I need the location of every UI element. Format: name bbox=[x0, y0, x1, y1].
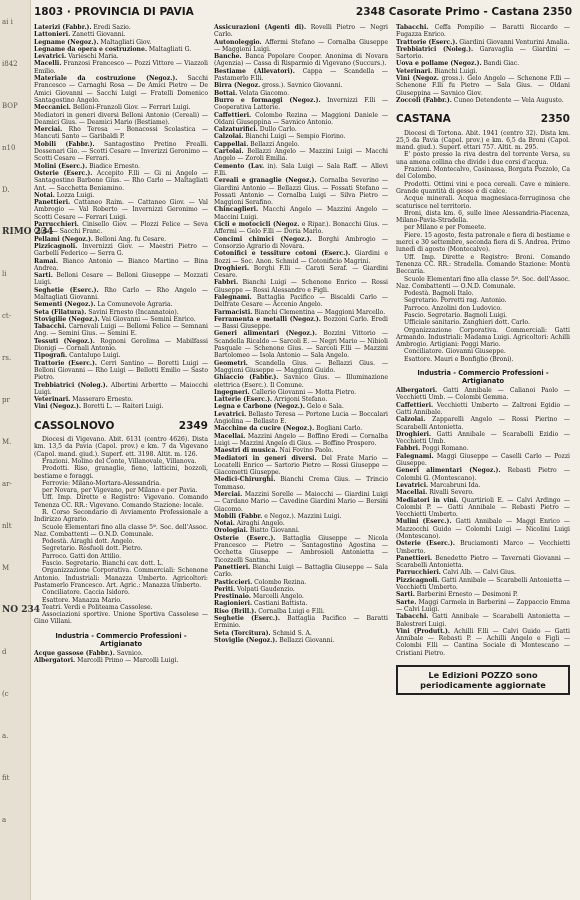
description-paragraph: per Milano e per Pomeete. bbox=[404, 224, 487, 232]
directory-entry: Vini (Negoz.). Boretti L. — Raiteri Luigi. bbox=[34, 403, 164, 411]
description-paragraph: Prodotti. Ottimi vini e poca cereali. Cave e miniere. Grande quantità di gesso e di calce. bbox=[396, 180, 570, 195]
directory-entry: Calzaturifici. Dullo Carlo. bbox=[214, 126, 297, 134]
description-paragraph: Frazioni. Molino del Conte, Villanovale, Villanova. bbox=[42, 457, 197, 465]
directory-entry: Vini (Produtt.). Achilli F.lli — Calvi Guido — Gatti Annibale — Rebasti P. — Achilli Angelo e Figli — Colombi F.lli — Cantina Sociale di Montescano — Cristiani Pietro. bbox=[396, 627, 570, 657]
spine-fragment: d bbox=[2, 648, 7, 656]
directory-entry: Bestiame (Allevatori). Cappa — Scandella — Pastamerlo F.lli. bbox=[214, 67, 388, 83]
spine-fragment: n10 bbox=[2, 144, 16, 152]
directory-entry: Panettieri. Cattaneo Raim. — Cattaneo Giov. — Val Ambrogio — Val Roberto — Invernizzi Geronimo — Scotti Cesare — Ferrari Luigi. bbox=[34, 199, 208, 221]
directory-entry: Levatrici. Varieschi Maria. bbox=[34, 53, 119, 61]
directory-entry: Merciai. Mazzini Sorelle — Maiocchi — Giardini Luigi — Cardano Mario — Cavedine Giardini Mario — Bersini Giacomo. bbox=[214, 491, 388, 513]
description-paragraph: Uff. Imp. Dirette e Registro: Vigevano. Comando Tenenza CC. RR.: Vigevano. Comando Stazione: locale. bbox=[34, 494, 208, 509]
directory-entry: Veterinari. Bianchi Luigi. bbox=[396, 67, 478, 75]
directory-entry: Zoccoli (Fabbr.). Cuneo Detendente — Vela Augusto. bbox=[396, 96, 564, 104]
directory-entry: Panettieri. Benedetto Pietro — Tavernati Giovanni — Scarabelli Antonietta. bbox=[396, 554, 570, 570]
directory-entry: Droghieri. Borghi F.lli — Carati Seraf. — Giardini Cesare. bbox=[214, 264, 388, 280]
directory-entry: Macellai. Mazzini Angelo — Boffino Eredi — Cornalba Luigi — Mazzini Angelo di Gius. — Boffino Prospero. bbox=[214, 432, 388, 447]
spine-fragment: ai i bbox=[2, 18, 13, 26]
directory-entry: Pizzicagnoli. Gatti Annibale — Scarabelli Antonietta — Vecchietti Umberto. bbox=[396, 576, 570, 592]
description-paragraph: Podestà. Bagnoli Italo. bbox=[404, 290, 474, 298]
directory-entry: Pellami (Negoz.). Belloni Ang. fu Cesare. bbox=[34, 235, 167, 243]
directory-entry: Cotonifici e tessiture cotoni (Eserc.). Giardini e Bozzi — Soc. Anon. Schmid — Cotonificio Magrini. bbox=[214, 250, 388, 265]
directory-entry: Macelli. Franzosi Francesco — Pozzi Vittore — Viazzoli Emilio. bbox=[34, 60, 208, 75]
directory-entry: Trebbiatrici (Noleg.). Garavaglia — Giardini — Sartorio. bbox=[396, 45, 570, 61]
directory-entry: Banche. Banca Popolare Cooper. Anonima di Novara (Agenzia) — Cassa di Risparmio di Vigevano (Succurs.). bbox=[214, 53, 388, 68]
directory-entry: Prestinaio. Marcelli Angelo. bbox=[214, 593, 304, 601]
directory-entry: Ingegneri. Callerio Giovanni — Motta Pietro. bbox=[214, 388, 357, 396]
directory-entry: Stoviglie (Negoz.). Bellazzi Giovanni. bbox=[214, 636, 335, 644]
directory-entry: Osterie (Eserc.). Accepito F.lli — Gi ni Angelo — Santagostino Barbone Gius. — Rho Carlo — Maltagliati Ant. — Sacchetta Beniamino. bbox=[34, 169, 208, 192]
spine-fragment: li bbox=[2, 270, 7, 278]
directory-entry: Albergatori. Marcolli Primo — Marcolli Luigi. bbox=[34, 657, 179, 665]
description-paragraph: Fascio. Segretario. Bagnoli Luigi. bbox=[404, 311, 508, 319]
directory-entry: Osterie (Eserc.). Bruciamonti Marco — Vecchietti Umberto. bbox=[396, 540, 571, 555]
directory-entry: Acque gassose (Fabbr.). Savnico. bbox=[34, 649, 143, 657]
directory-entry: Ramai. Bianco Antonio — Bianco Martino — Bina Andrea. bbox=[34, 257, 208, 272]
directory-entry: Sarte. Maggi Carmela in Barberini — Zappaccio Emma — Calvi Luigi. bbox=[396, 598, 570, 613]
description-paragraph: E' posto presso la riva destra del torrente Versa, su una amena collina che divide i due corsi d'acqua. bbox=[396, 151, 570, 166]
directory-entry: Caffettieri. Colombo Rezina — Maggioni Daniele — Oldani Giuseppina — Savnico Antonio. bbox=[214, 111, 388, 126]
directory-entry: Materiale da costruzione (Negoz.). Sacchi Francesco — Carnaghi Rosa — De Amici Pietro — De Amici Giovanni — Sacchi Luigi — Fratelli Domenico Santagostino Angelo. bbox=[34, 75, 208, 104]
directory-entry: Orologiai. Biatto Giovanni. bbox=[214, 527, 300, 535]
directory-entry: Macellai. Rivalli Severo. bbox=[396, 489, 474, 497]
directory-entry: Trebbiatrici (Noleg.). Albertini Arbertto — Maiocchi Luigi. bbox=[34, 381, 208, 396]
directory-entry: Cemento (Lav. in). Sala Luigi — Sala Raff. — Allevi F.lli. bbox=[214, 162, 388, 177]
directory-entry: Cicli e motocicli (Negoz. e Ripar.). Bonacchi Gius. — Affermi — Gelo F.lli — Doria Mario. bbox=[214, 221, 388, 236]
section-title: Industria - Commercio Professioni - Artigianato bbox=[55, 631, 187, 648]
directory-entry: Levatrici. Marcabruni Ida. bbox=[396, 481, 481, 489]
directory-entry: Tabacchi. Carnevali Luigi — Bellomi Felice — Semnani Ang. — Semini Gius. — Semini E. bbox=[34, 323, 208, 338]
spine-fragment: fit bbox=[2, 774, 10, 782]
spine-fragment: pr bbox=[2, 396, 10, 404]
spine-fragment: rs. bbox=[2, 354, 12, 362]
description-paragraph: Diocesi di Tortona. Abit. 1941 (centro 32). Dista km. 25,5 da Pavia (Capol. prov.) e km. 6,5 da Broni (Capol. mand. giud.). Superf. ettari 757. Altit. m. 295. bbox=[396, 129, 570, 152]
directory-entry: Fabbri. Poggi Romano. bbox=[396, 445, 469, 453]
directory-entry: Albergatori. Gatti Annibale — Calianoi Paolo — Vecchietti Umb. — Colombi Gemma. bbox=[396, 387, 570, 402]
description-paragraph: Broni, dista km. 6, sulle linee Alessandria-Piacenza, Milano-Pavia-Stradella. bbox=[396, 209, 570, 225]
description-paragraph: Ufficiale sanitario. Zanghieri dott. Carlo. bbox=[404, 319, 530, 327]
directory-entry: Laterizi (Fabbr.). Eredi Sazio. bbox=[34, 24, 131, 31]
directory-entry: Tabacchi. Gatti Annibale — Scarabelli Antonietta — Balestreri Luigi. bbox=[396, 613, 570, 628]
directory-entry: Cappellai. Bellazzi Angelo. bbox=[214, 140, 300, 148]
spine-fragment: RIMO 234 bbox=[2, 227, 54, 237]
directory-entry: Mediatori in generi diversi. Del Frate Mario — Locatelli Enrico — Sartorio Pietro — Rossi Giuseppe — Giacometti Giuseppe. bbox=[214, 454, 388, 477]
entry-list bbox=[396, 387, 570, 657]
directory-entry: Mobili (Fabbr. e Negoz.). Mazzini Luigi. bbox=[214, 512, 342, 520]
directory-entry: Geometri. Scandella Gius. — Bellazzi Gius. — Maggioni Giuseppe — Maggioni Guido. bbox=[214, 359, 388, 374]
directory-entry: Burro e formaggi (Negoz.). Invernizzi F.lli — Cooperativa Latterie. bbox=[214, 96, 388, 112]
directory-entry: Meccanici. Belloni-Franzoli Giov. — Ferrari Luigi. bbox=[34, 104, 191, 112]
description-paragraph: Conciliatore. Caccia Isidoro. bbox=[42, 589, 130, 597]
city-heading bbox=[396, 113, 570, 126]
directory-entry: Molini (Eserc.). Biadice Ernesto. bbox=[34, 162, 140, 170]
directory-entry: Generi alimentari (Negoz.). Rebasti Pietro — Colombi G. (Montescano). bbox=[396, 467, 570, 482]
description-paragraph: Segretario. Rosfuoli dott. Pietro. bbox=[42, 545, 143, 553]
directory-entry: Ghiaccio (Fabbr.). Savnico Gius. — Illuminazione elettrica (Eserc.). Il Comune. bbox=[214, 374, 388, 389]
directory-entry: Notai. Airaghi Angelo. bbox=[214, 520, 285, 528]
header-right: 2348 Casorate Primo - Castana 2350 bbox=[355, 6, 572, 18]
spine-fragment: ar- bbox=[2, 480, 12, 488]
description-paragraph: Conciliatore. Giovanni Giuseppe. bbox=[404, 348, 506, 356]
directory-entry: Sarti. Belloni Cesare — Belloni Giuseppe — Mozzati Luigi. bbox=[34, 272, 208, 287]
city-name: CASTANA bbox=[396, 113, 451, 126]
directory-entry: Notai. Lozza Luigi. bbox=[34, 191, 95, 199]
description-paragraph: Esattore. Mauri e Bonfiglio (Broni). bbox=[404, 355, 514, 363]
directory-entry: Trattorie (Eserc.). Giardini Giovanni Venturini Amalia. bbox=[396, 38, 570, 46]
spine-fragment: NO 234 bbox=[2, 605, 40, 615]
directory-entry: Caffettieri. Vecchietti Umberto — Zaltroni Egidio — Gatti Annibale. bbox=[396, 401, 570, 416]
directory-entry: Ferramenta e metalli (Negoz.). Bozzoni Carlo. Eredi — Bassi Giuseppe. bbox=[214, 315, 388, 331]
directory-entry: Uova e pollame (Negoz.). Bandi Giac. bbox=[396, 60, 520, 68]
column-2 bbox=[214, 24, 388, 644]
directory-entry: Cereali e granaglie (Negoz.). Cornalba Severino — Giardini Antonio — Bellazzi Gius. — Fossati Stefano — Fossati Antonio — Cornalba Luigi — Silva Pietro — Maggioni Serafino. bbox=[214, 177, 388, 207]
directory-entry: Mulini (Eserc.). Gatti Annibale — Maggi Enrico — Mazzocchi Guido — Colombi Luigi — Nicolini Luigi (Montescano). bbox=[396, 518, 570, 540]
directory-entry: Droghieri. Gatti Annibale — Scarabelli Ezidio — Vecchietti Umb. bbox=[396, 430, 570, 446]
adjacent-page-edge bbox=[0, 0, 54, 900]
directory-entry: Seta (Filatura). Savini Ernesto (Incannatoio). bbox=[34, 308, 179, 316]
description-paragraph: Organizzazione Corporativa. Commerciali: Gatti Armando. Industriali: Madama Luigi. Agricoltori: Achilli Ambrogio. Artigiani: Poggi Mario. bbox=[396, 326, 570, 349]
description-paragraph: Associazioni sportive. Unione Sportiva Cassolese — Gino Villani. bbox=[34, 611, 208, 626]
directory-entry: Merciai. Rho Teresa — Bonacossi Scolastica — Mancuti Santo — Garibaldi P. bbox=[34, 126, 208, 141]
directory-entry: Chincaglieri. Macchi Angelo — Mazzini Angelo — Maccini Luigi. bbox=[214, 206, 388, 221]
directory-entry: Seta (Torcitura). Schmid S. A. bbox=[214, 629, 312, 637]
directory-entry: Falegnami. Maggi Giuseppe — Caselli Carlo — Pozzi Giuseppe. bbox=[396, 452, 570, 468]
description-paragraph: R. Corso Secondario di Avviamento Professionale a Indirizzo Agrario. bbox=[34, 509, 208, 524]
directory-entry: Seghetie (Eserc.). Battaglia Pacifico — Baratti Erminio. bbox=[214, 615, 389, 630]
city-heading bbox=[34, 419, 208, 432]
page-header bbox=[34, 6, 574, 22]
spine-fragment: M. bbox=[2, 438, 12, 446]
directory-entry: Seghetie (Eserc.). Rho Carlo — Rho Angelo — Maltagliati Giovanni. bbox=[34, 286, 208, 301]
directory-entry: Sementi (Negoz.). La Comunevole Agraria. bbox=[34, 301, 173, 309]
city-name: CASSOLNOVO bbox=[34, 419, 115, 432]
directory-entry: Pizzicagnoli. Invernizzi Giov. — Maestri Pietro — Garbelli Federico — Serra G. bbox=[34, 242, 208, 258]
description-paragraph: Fiere. 15 agosto, festa patronale e fiera di bestiame e merci e 30 settembre, seconda fiera di S. Andrea. Primo lunedì di agosto (Montecalvo). bbox=[396, 231, 570, 254]
directory-entry: Autonoleggio. Affermi Stefano — Cornalba Giuseppe — Maggioni Luigi. bbox=[214, 38, 388, 53]
description-paragraph: Fascio. Segretario. Bianchi cav. dott. L. bbox=[42, 560, 164, 568]
directory-entry: Medici-Chirurghi. Bianchi Crema Gius. — Trincio Tommaso. bbox=[214, 476, 388, 491]
directory-entry: Vini (Negoz. gross.). Gelo Angelo — Schenone F.lli — Schenone F.lli fu Pietro — Sala Gius. — Oldani Giuseppina — Savnico Giov. bbox=[396, 75, 570, 97]
spine-fragment: D. bbox=[2, 186, 10, 194]
spine-fragment: ct- bbox=[2, 312, 12, 320]
city-number: 2350 bbox=[540, 113, 570, 126]
directory-entry: Assicurazioni (Agenti di). Rovelli Pietro — Negri Carlo. bbox=[214, 24, 388, 39]
directory-entry: Stovigilie (Negoz.). Vai Giovanni — Seminì Enrico. bbox=[34, 315, 196, 323]
description-paragraph: Segretario. Porretti rag. Antonio. bbox=[404, 297, 507, 305]
entry-list bbox=[396, 24, 570, 104]
directory-entry: Latterie (Eserc.). Arrigoni Stefano. bbox=[214, 396, 328, 404]
column-1 bbox=[34, 24, 208, 664]
directory-entry: Panettieri. Bianchi Luigi — Battaglia Giuseppe — Sala Carlo. bbox=[214, 563, 388, 579]
entry-list bbox=[34, 24, 208, 411]
description-paragraph: Esattore. Manazza Mario. bbox=[42, 596, 122, 604]
description-paragraph: Frazioni. Montecalvo, Casinassa, Borgata Pozzolo, Ca del Colombo. bbox=[396, 166, 570, 181]
directory-entry: Legname da opera e costruzione. Maltagliati G. bbox=[34, 45, 192, 53]
directory-entry: Calzolai. Bianchi Luigi — Sempio Fiorino. bbox=[214, 133, 346, 141]
directory-entry: Fabbri. Bianchi Luigi — Schenone Enrico — Rossi Giuseppe — Rossi Alessandro e Figli. bbox=[214, 279, 388, 294]
description-paragraph: Acque minerali. Acqua magnesiaca-ferruginosa che scaturisce nel territorio. bbox=[396, 195, 570, 210]
directory-entry: Calzolai. Zapparelli Angelo — Rossi Pierino — Scarabelli Antonietta. bbox=[396, 416, 570, 431]
directory-entry: Concimi chimici (Negoz.). Borghi Ambrogio — Consorzio Agrario di Novara. bbox=[214, 235, 388, 250]
directory-entry: Lattonieri. Zanetti Giovanni. bbox=[34, 31, 126, 39]
description-paragraph: Parroco. Gatti don Attilio. bbox=[42, 552, 122, 560]
city-description bbox=[396, 130, 570, 364]
directory-entry: Riso (Brill.). Cornalba Luigi e F.lli. bbox=[214, 607, 325, 615]
description-paragraph: Parroco. Anzolini don Ludovico. bbox=[404, 304, 502, 312]
directory-entry: Legname (Negoz.). Maltagliati Giov. bbox=[34, 38, 152, 46]
spine-fragment: a bbox=[2, 816, 7, 824]
description-paragraph: per Novara, per Vigevano, per Milano e per Pavia. bbox=[42, 487, 198, 495]
description-paragraph: Scuole Elementari fino alla classe 5ª. Soc. dell'Assoc. Naz. Combattenti — O.N.D. Comunale. bbox=[396, 275, 570, 290]
spine-fragment: i842 bbox=[2, 60, 18, 68]
directory-entry: Cartolai. Bellazzi Angelo — Mazzini Luigi — Macchi Angelo — Zoroli Emilia. bbox=[214, 148, 388, 163]
description-paragraph: Prodotti. Riso, granaglie, fieno, latticini, bozzoli, bestiame e foraggi. bbox=[34, 465, 208, 480]
entry-list bbox=[34, 650, 208, 665]
directory-entry: Mediatori in generi diversi Belloni Antonio (Cereali) — Deamici Gius. — Deamici Mario (Bestiame). bbox=[34, 111, 208, 126]
description-paragraph: Uff. Imp. Dirette e Registro: Broni. Comando Tenenza CC. RR.: Stradella. Comando Stazione: Montù Beccaria. bbox=[396, 253, 570, 276]
spine-fragment: nlt bbox=[2, 522, 12, 530]
section-title: Industria - Commercio Professioni - Artigianato bbox=[417, 369, 549, 386]
directory-entry: Mobili (Fabbr.). Santagostino Pretino Frealli. Dossenari Gio. — Scotti Cesare — Inverizzi Geronimo — Scotti Cesare — Ferrari. bbox=[34, 140, 208, 163]
directory-page bbox=[34, 0, 574, 900]
description-paragraph: Ferrovie: Milano-Mortara-Alessandria. bbox=[42, 479, 162, 487]
description-paragraph: Teatri. Verdi e Politeama Cassolese. bbox=[42, 603, 153, 611]
spine-fragment: M bbox=[2, 564, 10, 572]
directory-entry: Birra (Negoz. gross.). Savnico Giovanni. bbox=[214, 82, 343, 90]
header-left: 1803 · PROVINCIA DI PAVIA bbox=[34, 6, 194, 18]
directory-entry: Farmacisti. Bianchi Clementina — Maggioni Marcello. bbox=[214, 308, 386, 316]
directory-entry: Legna e Carbone (Negoz.). Gelo e Sala. bbox=[214, 403, 344, 411]
directory-entry: Ragionieri. Castiani Battista. bbox=[214, 600, 308, 608]
directory-entry: Osterie (Eserc.). Battaglia Giuseppe — Nicola Francesco — Pietro — Santagostino Agostina — Occhetta Giuseppe — Ambrosioli Antonietta — Ticozzelli Santina. bbox=[214, 534, 388, 564]
directory-entry: Periti. Volpati Gaudenzio. bbox=[214, 585, 295, 593]
description-paragraph: Podestà. Airaghi dott. Angelo. bbox=[42, 538, 135, 546]
directory-entry: Trattorie (Eserc.). Cerri Santino — Boretti Luigi — Belloni Giovanni — Rho Luigi — Bellotti Emilio — Sasto Pietro. bbox=[34, 359, 209, 382]
directory-entry: Levatrici. Bellasto Teresa — Portone Lucia — Boccalari Angiolina — Bellasto E. bbox=[214, 410, 388, 426]
directory-entry: Parrucchieri. Cinisello Giov. — Plozzi Felice — Seva Gius. — Sacchi Franc. bbox=[34, 221, 208, 236]
description-paragraph: Organizzazione Corporativa. Commerciali: Schenone Antonio. Industriali: Manazza Umberto. Agricoltori: Pastamerlo Francesco. Art. Agric.: Manazza Umberto. bbox=[34, 567, 208, 589]
spine-fragment: (c bbox=[2, 690, 9, 698]
directory-entry: Veterinari. Masseraro Ernesto. bbox=[34, 396, 133, 404]
column-3 bbox=[396, 24, 570, 695]
description-paragraph: Scuole Elementari fino alla classe 5ª. Soc. dell'Assoc. Naz. Combattenti — O.N.D. Comunale. bbox=[34, 523, 208, 538]
directory-entry: Macchine da cucire (Negoz.). Bogliani Carlo. bbox=[214, 425, 363, 433]
directory-entry: Parrucchieri. Calvi Alb. — Calvi Gius. bbox=[396, 569, 516, 577]
city-number: 2349 bbox=[178, 419, 208, 432]
city-description bbox=[34, 436, 208, 626]
directory-entry: Bottai. Velata Giacomo. bbox=[214, 89, 290, 97]
advertisement-box: Le Edizioni POZZO sono periodicamente aggiornate bbox=[396, 665, 570, 695]
directory-entry: Generi alimentari (Negoz.). Bozzini Vittorio — Scandella Ricaldo — Sarcoli E. — Negri Mario — Nibioli Pasquale — Schenone Gius. — Sarcoli F.lli — Mazzini Bartolomeo — Isola Antonio — Sala Angelo. bbox=[214, 330, 388, 360]
entry-list bbox=[214, 24, 388, 644]
spine-fragment: a. bbox=[2, 732, 9, 740]
directory-entry: Mediatori in vini. Quartirioli E. — Calvi Ardingo — Colombi P. — Gatti Annibale — Rebasti Pietro — Vecchietti Umberto. bbox=[396, 496, 570, 519]
directory-entry: Maestri di musica. Nai Fovino Paolo. bbox=[214, 447, 334, 455]
directory-entry: Tipografi. Cantalupo Luigi. bbox=[34, 352, 121, 360]
directory-entry: Sarti. Barberini Ernesto — Desimoni P. bbox=[396, 591, 518, 599]
directory-entry: Falegnami. Battaglia Pacifico — Biscaldi Carlo — Delfrate Cesare — Accenio Angelo. bbox=[214, 293, 388, 309]
spine-fragment: BOP bbox=[2, 102, 18, 110]
directory-entry: Pasticcieri. Colombo Rezina. bbox=[214, 578, 307, 586]
directory-entry: Tessuti (Negoz.). Rognoni Gerolima — Mabilfassi Dionigi — Cornali Antonio. bbox=[34, 337, 208, 353]
description-paragraph: Diocesi di Vigevano. Abit. 6131 (centro 4626). Dista km. 13,5 da Pavia (Capol. prov.) e km. 7 da Vigevano (Capol. mand. giud.). Superf. ett. 3198. Altit. m. 126. bbox=[34, 436, 208, 458]
directory-entry: Tabacchi. Ceffa Pompilio — Baratti Riccardo — Fugazza Enrico. bbox=[396, 24, 570, 39]
